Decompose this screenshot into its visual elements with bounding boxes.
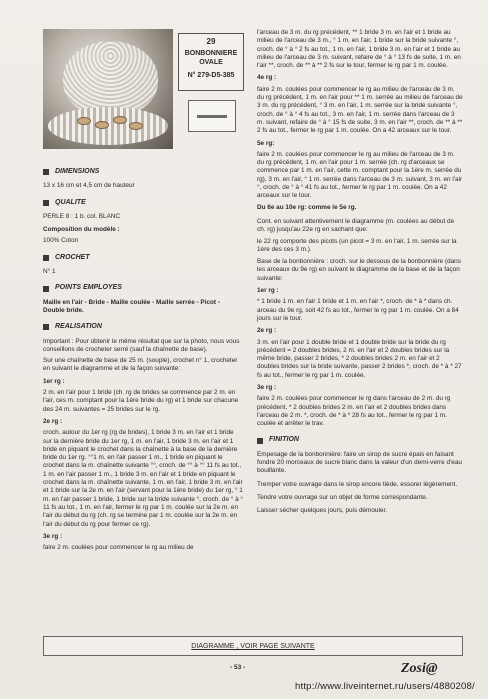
row1-text: 2 m. en l'air pour 1 bride (ch. rg de brides se commence par 2 m. en l'air, ces m. comptant pour la 1ère bride du rg) et 1 bride sur chacune des 24 m. suivantes = 25 brides sur le rg.	[43, 389, 239, 413]
row3-heading: 3e rg :	[43, 532, 63, 540]
pattern-title-box	[178, 33, 244, 91]
pattern-reference: N° 279-D5-385	[187, 72, 235, 79]
bullet-square-icon	[43, 286, 49, 292]
candy-shape	[113, 116, 127, 124]
diagram-link[interactable]: DIAGRAMME , VOIR PAGE SUIVANTE	[43, 636, 463, 656]
base-row2-heading: 2e rg :	[257, 327, 277, 335]
section-crochet: CROCHET	[43, 254, 243, 262]
base-row1-heading: 1er rg :	[257, 287, 279, 295]
base-text: Base de la bonbonnière : croch. sur le dessous de la bonbonnière (dans les arceaux du 9e rg) en suivant le diagramme de la base et de la façon suivante:	[257, 258, 461, 282]
row4-heading: 4e rg :	[257, 74, 277, 82]
bullet-square-icon	[43, 200, 49, 206]
important-text: Important : Pour obtenir le même résultat que sur la photo, nous vous conseillons de crocheter serré (sauf la chaînette de base).	[43, 337, 240, 353]
section-finition: FINITION	[257, 436, 463, 444]
pattern-title-line1: BONBONNIERE	[184, 50, 238, 57]
finition-text-2: Tremper votre ouvrage dans le sirop encore tiède, essorer légèrement.	[257, 480, 458, 488]
base-row3-heading: 3e rg :	[257, 383, 277, 391]
finition-text-1: Empesage de la bonbonnière: faire un sirop de sucre épais en faisant fondre 20 morceaux de sucre blanc dans la valeur d'un demi-verre d'eau bouillante.	[257, 450, 462, 475]
page-number: - 53 -	[230, 664, 246, 671]
watermark-signature: Zosi@	[401, 661, 438, 676]
row1-heading: 1er rg :	[43, 377, 65, 385]
pattern-title-line2: OVALE	[199, 59, 223, 66]
row22-text: le 22 rg comporte des picots (un picot = 3 m. en l'air, 1 m. serrée sur la 1ère des ces 3 m.).	[257, 237, 457, 253]
rows6-10-text: Du 6e au 10e rg: comme le 5e rg.	[257, 203, 357, 211]
qualite-text: PERLE 8 : 1 b. col. BLANC	[43, 212, 121, 220]
base-row3-text: faire 2 m. coulées pour commencer le rg dans l'arceau de 2 m. du rg précédent, * 2 doubles brides 2 m. en l'air et 2 doubles brides dans l'arceau de 2 m. *, croch. de * à * 28 fs au tot., fermer le rg par 1 m. coulée et arrêter le trav.	[257, 395, 451, 428]
candy-shape	[95, 121, 109, 129]
row5-heading: 5e rg:	[257, 139, 275, 147]
finition-text-3: Tendre votre ouvrage sur un objet de forme correspondante.	[257, 493, 428, 501]
bullet-square-icon	[43, 169, 49, 175]
dimensions-text: 13 x 16 cm et 4,5 cm de hauteur	[43, 182, 135, 190]
base-row2-text: 3 m. en l'air pour 1 double bride et 1 double bride sur la bride du rg précédent = 2 doubles brides, 2 m. en l'air et 2 doubles brides sur la même bride, passer 2 brides, * 2 doubles brides 2 m. en l'air et 2 doubles brides sur la bride suivante, passer 2 brides *, croch. de * à * 27 fs au tot., fermer le rg par 1 m. coulée.	[257, 338, 462, 379]
pattern-number: 29	[206, 37, 216, 46]
section-dimensions: DIMENSIONS	[43, 168, 243, 176]
row2-heading: 2e rg :	[43, 417, 63, 425]
bullet-square-icon	[257, 438, 263, 444]
composition-label: Composition du modèle :	[43, 226, 120, 234]
row2-text: croch. autour du 1er rg (rg de brides), 1 bride 3 m. en l'air et 1 bride sur la dernière bride du 1er rg, 1 m. en l'air, 1 bride 3 m. en l'air et 1 bride en piquant le crochet dans la chaînette à la base de la dernière bride du 1er rg. °°1 m. en l'air passer 1 m., 1 bride en piquant le crochet dans la m. chaînette suivante °°, croch. de °° à °° 11 fs au tot., 1 m. en l'air passer 1 m., 1 bride 3 m. en l'air et 1 bride en piquant le crochet dans la m. chaînette suivante, 1 m. en l'air, 1 bride 3 m. en l'air et 1 bride sur la 2e m. en l'air (servant pour la 1ère bride) du 1er rg, ° 1 m. en l'air passer 1 bride, 1 bride sur la bride suivante °, croch. de ° à ° 11 fs au tot., 1 m. en l'air, fermer le rg par 1 m. coulée sur la 2e m. en l'air du début du rg (ch. rg se termine par 1 m. coulée sur la 2e m. en l'air du début du rg pour fermer ce rg).	[43, 429, 243, 528]
row3-continued-text: l'arceau de 3 m. du rg précédent, ** 1 bride 3 m. en l'air et 1 bride au milieu de l'arceau de 3 m., ° 1 m. en l'air, 1 bride sur la bride suivante °, croch. de ° à ° 2 fs au tot., 1 m. en l'air, 1 bride 3 m. en l'air et 1 bride au milieu de l'arceau de 3 m. suivant, refaire de ° à ° 13 fs de suite, 1 m. en l'air **, croch. de ** à ** 2 fs sur le tour, fermer le rg par 1 m. coulée.	[257, 29, 461, 70]
continue-text: Cont. en suivant attentivement le diagramme (m. coulées au début de ch. rg) jusqu'au 22e rg en sachant que:	[257, 217, 455, 234]
section-qualite: QUALITE	[43, 199, 243, 207]
left-column	[43, 160, 243, 555]
section-points: POINTS EMPLOYES	[43, 284, 243, 292]
row4-text: faire 2 m. coulées pour commencer le rg au milieu de l'arceau de 3 m. du rg précédent, 1 m. en l'air pour ** 1 m. serrée au milieu de l'arceau de 3 m. du rg précédent, ° 3 m. en l'air, 1 m. serrée sur la bride suivante °, croch. de ° à ° 4 fs au tot., 3 m. en l'air, 1 m. serrée dans l'arceau de 3 m. suivant, refaire de ° à ° 15 fs de suite, 3 m. en l'air **, croch. de ** à ** 2 fs au tot., fermer le rg par 1 m. coulée. On a 42 arceaux sur le tour.	[257, 85, 463, 135]
thumbnail-mark	[197, 115, 227, 118]
candy-shape	[77, 117, 91, 125]
crochet-text: N° 1	[43, 268, 56, 276]
product-photo	[43, 29, 173, 149]
row3-text: faire 2 m. coulées pour commencer le rg au milieu de	[43, 544, 194, 552]
finition-text-4: Laisser sécher quelques jours, puis démouler.	[257, 507, 388, 515]
right-column	[257, 29, 463, 519]
intro-text: Sur une chaînette de base de 25 m. (souple), crochet n° 1, crocheter en suivant le diagramme et de la façon suivante:	[43, 357, 238, 373]
points-text: Maille en l'air - Bride - Maille coulée - Maille serrée - Picot - Double bride.	[43, 298, 220, 314]
row5-text: faire 2 m. coulées pour commencer le rg au milieu de l'arceau de 3 m. du rg précédent, 1 m. en l'air pour 1 m. serrée (ch. rg d'arceaux se commence par 1 m. en l'air, cette m. comptant pour la 1ère m. serrée du rg), 3 m. en l'air, ° 1 m. serrée dans l'arceau de 3 m. suivant, 3 m. en l'air °, croch. de ° à ° 41 fs au tot., fermer le rg par 1 m. coulée. On a 42 arceaux sur le tour.	[257, 150, 463, 200]
bullet-square-icon	[43, 324, 49, 330]
detail-thumbnail	[188, 100, 236, 132]
bullet-square-icon	[43, 255, 49, 261]
base-row1-text: * 1 bride 1 m. en l'air 1 bride et 1 m. en l'air *, croch. de * à * dans ch. arceau du 9e rg, soit 42 fs au tot., fermer le rg par 1 m. coulée. On a 84 jours sur le tour.	[257, 298, 459, 322]
crochet-dome-shape	[63, 41, 158, 116]
candy-shape	[129, 122, 143, 130]
composition-text: 100% Coton	[43, 237, 79, 245]
watermark-url: http://www.liveinternet.ru/users/4880208/	[295, 681, 475, 692]
section-realisation: REALISATION	[43, 323, 243, 331]
